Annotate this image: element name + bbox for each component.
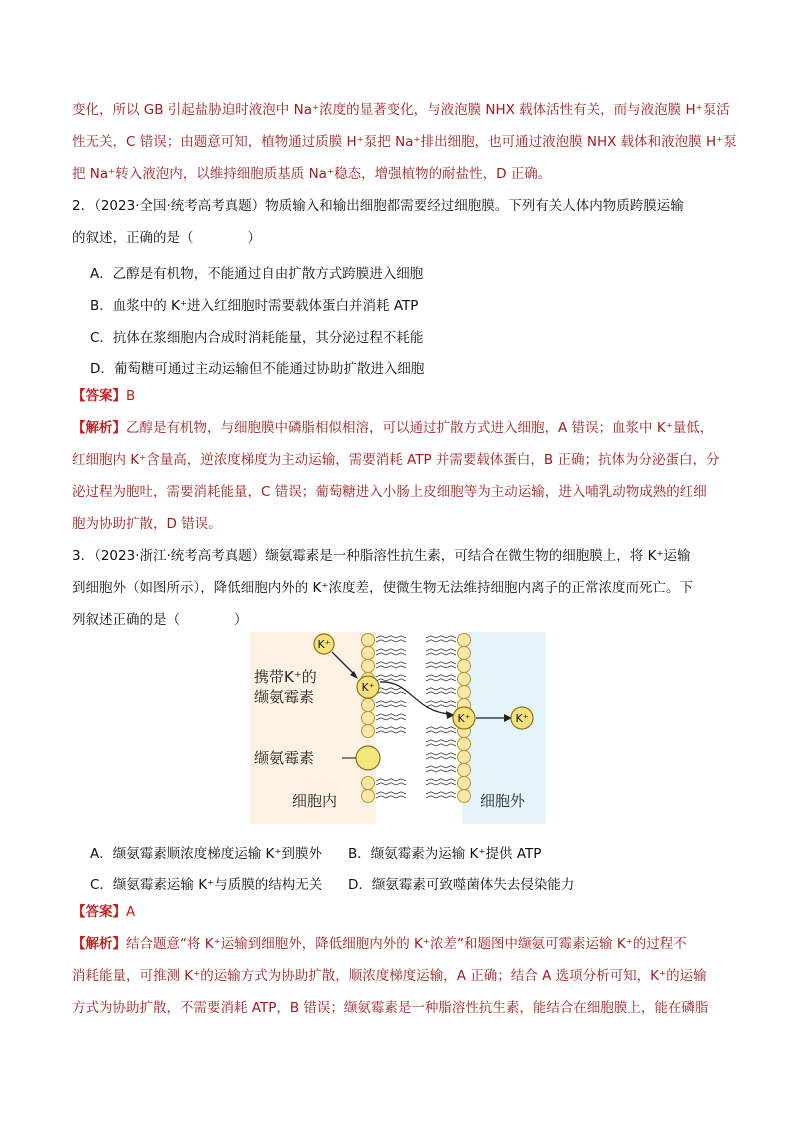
intro-line: 变化，所以 GB 引起盐胁迫时液泡中 Na⁺浓度的显著变化，与液泡膜 NHX 载体活性有关，而与液泡膜 H⁺泵活 xyxy=(72,102,730,118)
phospholipid-tail xyxy=(426,679,456,681)
question-stem-line: 列叙述正确的是（ ） xyxy=(72,612,248,628)
phospholipid-tail xyxy=(376,779,406,781)
svg-text:K⁺: K⁺ xyxy=(515,712,529,725)
answer-tag: 【答案】 xyxy=(72,904,126,920)
analysis-line: 方式为协助扩散，不需要消耗 ATP，B 错误；缬氨霉素是一种脂溶性抗生素，能结合在细胞膜上，能在磷脂 xyxy=(72,1000,709,1016)
phospholipid-head xyxy=(362,777,375,790)
analysis-line: 消耗能量，可推测 K⁺的运输方式为协助扩散，顺浓度梯度运输，A 正确；结合 A 选项分析可知，K⁺的运输 xyxy=(72,968,707,984)
q2-answer xyxy=(72,380,724,412)
phospholipid-tails xyxy=(376,636,456,798)
phospholipid-tail xyxy=(426,740,456,742)
analysis-line: 泌过程为胞吐，需要消耗能量，C 错误；葡萄糖进入小肠上皮细胞等为主动运输，进入哺乳动物成熟的红细 xyxy=(72,484,707,500)
q2-analysis xyxy=(72,412,724,540)
phospholipid-head xyxy=(362,699,375,712)
valinomycin-molecule xyxy=(356,746,380,770)
analysis-line: 结合题意“将 K⁺运输到细胞外，降低细胞内外的 K⁺浓差”和题图中缬氨可霉素运输 K⁺的过程不 xyxy=(126,936,687,952)
phospholipid-tail xyxy=(376,718,406,720)
analysis-tag: 【解析】 xyxy=(72,420,126,436)
answer-tag: 【答案】 xyxy=(72,388,126,404)
phospholipid-tail xyxy=(376,792,406,794)
phospholipid-tail xyxy=(426,688,456,690)
q3-answer xyxy=(72,896,724,928)
phospholipid-tail xyxy=(376,692,406,694)
question-stem-line: 3．（2023·浙江·统考高考真题）缬氨霉素是一种脂溶性抗生素，可结合在微生物的细胞膜上，将 K⁺运输 xyxy=(72,548,691,564)
inside-label: 细胞内 xyxy=(292,792,338,810)
phospholipid-tail xyxy=(376,705,406,707)
phospholipid-tail xyxy=(426,701,456,703)
phospholipid-tail xyxy=(426,744,456,746)
phospholipid-head xyxy=(458,764,471,777)
phospholipid-tail xyxy=(426,640,456,642)
phospholipid-tail xyxy=(376,679,406,681)
phospholipid-tail xyxy=(426,705,456,707)
phospholipid-tail xyxy=(426,757,456,759)
svg-text:K⁺: K⁺ xyxy=(317,638,331,651)
q2-option-c[interactable]: C．抗体在浆细胞内合成时消耗能量，其分泌过程不耗能 xyxy=(90,330,424,346)
phospholipid-tail xyxy=(376,675,406,677)
phospholipid-head xyxy=(362,725,375,738)
phospholipid-tail xyxy=(426,753,456,755)
q2-option-d[interactable]: D．葡萄糖可通过主动运输但不能通过协助扩散进入细胞 xyxy=(90,361,425,377)
question-stem-line: 2．（2023·全国·统考高考真题）物质输入和输出细胞都需要经过细胞膜。下列有关人体内物质跨膜运输 xyxy=(72,198,684,214)
analysis-line: 胞为协助扩散，D 错误。 xyxy=(72,516,222,532)
intro-line: 性无关，C 错误；由题意可知，植物通过质膜 H⁺泵把 Na⁺排出细胞，也可通过液泡膜 NHX 载体和液泡膜 H⁺泵 xyxy=(72,134,737,150)
phospholipid-head xyxy=(458,634,471,647)
phospholipid-head xyxy=(362,634,375,647)
answer-value: B xyxy=(126,388,136,404)
phospholipid-tail xyxy=(426,662,456,664)
phospholipid-tail xyxy=(376,783,406,785)
phospholipid-head xyxy=(458,751,471,764)
phospholipid-head xyxy=(458,790,471,803)
outside-label: 细胞外 xyxy=(480,792,526,810)
phospholipid-tail xyxy=(376,714,406,716)
q2-option-a[interactable]: A．乙醇是有机物，不能通过自由扩散方式跨膜进入细胞 xyxy=(90,266,424,282)
phospholipid-tail xyxy=(426,692,456,694)
phospholipid-tail xyxy=(426,783,456,785)
svg-text:K⁺: K⁺ xyxy=(457,712,471,725)
carrier-label-line2: 缬氨霉素 xyxy=(254,688,315,706)
k-ion-outside xyxy=(511,707,533,729)
valinomycin-label: 缬氨霉素 xyxy=(254,749,315,767)
transport-arrow xyxy=(380,682,450,714)
phospholipid-tail xyxy=(426,675,456,677)
q3-analysis xyxy=(72,928,724,1024)
phospholipid-tail xyxy=(376,649,406,651)
q3-option-a[interactable]: A．缬氨霉素顺浓度梯度运输 K⁺到膜外 xyxy=(90,846,323,862)
phospholipid-tail xyxy=(376,701,406,703)
svg-text:K⁺: K⁺ xyxy=(361,681,375,694)
phospholipid-tail xyxy=(426,727,456,729)
question-2-stem xyxy=(72,190,724,254)
question-stem-line: 到细胞外（如图所示），降低细胞内外的 K⁺浓度差，使微生物无法维持细胞内离子的正常浓度而死亡。下 xyxy=(72,580,694,596)
answer-value: A xyxy=(126,904,136,920)
phospholipid-head xyxy=(362,790,375,803)
phospholipid-tail xyxy=(376,640,406,642)
carrier-label-line1: 携带K⁺的 xyxy=(254,668,317,686)
q2-option-b[interactable]: B．血浆中的 K⁺进入红细胞时需要载体蛋白并消耗 ATP xyxy=(90,298,419,314)
phospholipid-head xyxy=(458,686,471,699)
phospholipid-tail xyxy=(376,653,406,655)
phospholipid-tail xyxy=(426,653,456,655)
phospholipid-tail xyxy=(426,766,456,768)
phospholipid-tail xyxy=(376,636,406,638)
k-ion-inside xyxy=(314,634,334,654)
phospholipid-tail xyxy=(426,796,456,798)
phospholipid-tail xyxy=(376,727,406,729)
phospholipid-tail xyxy=(426,792,456,794)
phospholipid-tail xyxy=(426,779,456,781)
analysis-line: 乙醇是有机物，与细胞膜中磷脂相似相溶，可以通过扩散方式进入细胞，A 错误；血浆中 K⁺量低， xyxy=(126,420,714,436)
q3-option-d[interactable]: D．缬氨霉素可致噬菌体失去侵染能力 xyxy=(348,877,575,893)
phospholipid-tail xyxy=(426,666,456,668)
phospholipid-tail xyxy=(376,662,406,664)
k-ion-carried xyxy=(357,676,379,698)
phospholipid-tail xyxy=(426,636,456,638)
phospholipid-head xyxy=(458,660,471,673)
question-3-stem xyxy=(72,540,724,636)
phospholipid-tail xyxy=(376,666,406,668)
valinomycin-membrane-figure xyxy=(250,632,550,824)
q3-option-c[interactable]: C．缬氨霉素运输 K⁺与质膜的结构无关 xyxy=(90,877,323,893)
phospholipid-head xyxy=(458,738,471,751)
phospholipid-head xyxy=(458,777,471,790)
phospholipid-tail xyxy=(426,731,456,733)
q3-option-b[interactable]: B．缬氨霉素为运输 K⁺提供 ATP xyxy=(348,846,542,862)
phospholipid-tail xyxy=(376,796,406,798)
phospholipid-head xyxy=(362,712,375,725)
phospholipid-head xyxy=(362,660,375,673)
phospholipid-head xyxy=(458,647,471,660)
phospholipid-tail xyxy=(426,649,456,651)
phospholipid-tail xyxy=(426,770,456,772)
analysis-line: 红细胞内 K⁺含量高，逆浓度梯度为主动运输，需要消耗 ATP 并需要载体蛋白，B 正确；抗体为分泌蛋白，分 xyxy=(72,452,720,468)
phospholipid-head xyxy=(458,673,471,686)
intro-paragraph xyxy=(72,94,737,190)
question-stem-line: 的叙述，正确的是（ ） xyxy=(72,230,261,246)
analysis-tag: 【解析】 xyxy=(72,936,126,952)
phospholipid-head xyxy=(362,647,375,660)
intro-line: 把 Na⁺转入液泡内，以维持细胞质基质 Na⁺稳态，增强植物的耐盐性，D 正确。 xyxy=(72,166,552,182)
phospholipid-tail xyxy=(376,731,406,733)
k-ion-transit xyxy=(453,707,475,729)
